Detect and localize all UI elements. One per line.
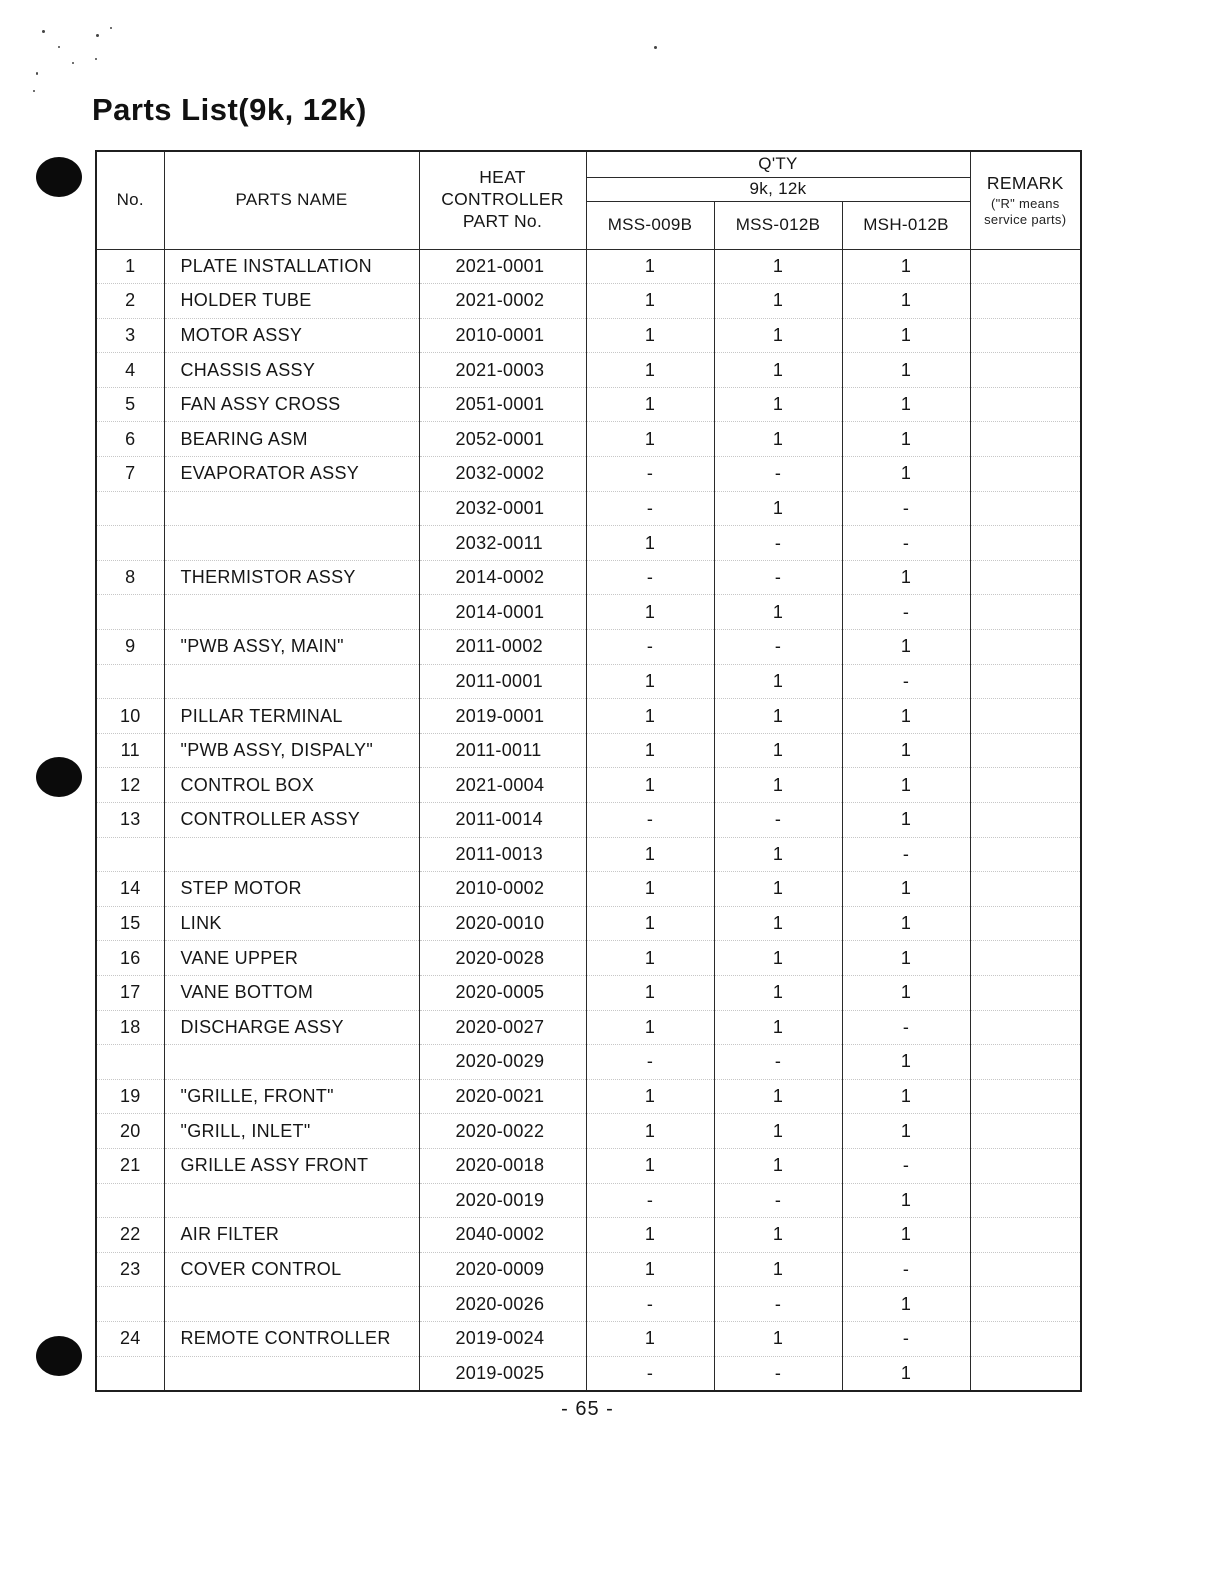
scan-speckle [96, 34, 99, 37]
part-name: STEP MOTOR [164, 872, 419, 907]
qty-mss012b: 1 [714, 387, 842, 422]
qty-msh012b: 1 [842, 872, 970, 907]
qty-mss009b: - [586, 1356, 714, 1391]
table-row [96, 872, 1081, 907]
remark-note-line2: service parts) [984, 211, 1067, 227]
part-name [164, 526, 419, 561]
qty-msh012b: 1 [842, 941, 970, 976]
qty-mss012b: 1 [714, 733, 842, 768]
part-name [164, 1287, 419, 1322]
qty-msh012b: 1 [842, 768, 970, 803]
remark-cell [970, 1045, 1081, 1080]
table-row [96, 1321, 1081, 1356]
part-name: MOTOR ASSY [164, 318, 419, 353]
row-no: 22 [96, 1218, 164, 1253]
row-no [96, 1045, 164, 1080]
row-no: 8 [96, 560, 164, 595]
qty-msh012b: 1 [842, 803, 970, 838]
header-part-no [419, 151, 586, 249]
table-row [96, 249, 1081, 284]
qty-mss009b: 1 [586, 1079, 714, 1114]
row-no [96, 837, 164, 872]
remark-cell [970, 803, 1081, 838]
part-number: 2014-0001 [419, 595, 586, 630]
part-number: 2032-0011 [419, 526, 586, 561]
qty-mss009b: 1 [586, 664, 714, 699]
qty-msh012b: - [842, 1252, 970, 1287]
table-row [96, 1148, 1081, 1183]
part-name: CONTROL BOX [164, 768, 419, 803]
remark-cell [970, 1114, 1081, 1149]
row-no: 1 [96, 249, 164, 284]
remark-cell [970, 422, 1081, 457]
row-no: 6 [96, 422, 164, 457]
qty-mss012b: 1 [714, 906, 842, 941]
header-model-mss009b: MSS-009B [586, 201, 714, 249]
table-row [96, 1252, 1081, 1287]
qty-msh012b: 1 [842, 422, 970, 457]
qty-mss012b: 1 [714, 422, 842, 457]
row-no: 7 [96, 457, 164, 492]
part-name [164, 664, 419, 699]
remark-cell [970, 733, 1081, 768]
qty-msh012b: 1 [842, 975, 970, 1010]
parts-table-body [96, 249, 1081, 1391]
remark-cell [970, 1287, 1081, 1322]
qty-mss009b: 1 [586, 872, 714, 907]
qty-msh012b: 1 [842, 1183, 970, 1218]
part-number: 2010-0002 [419, 872, 586, 907]
remark-cell [970, 699, 1081, 734]
qty-msh012b: 1 [842, 733, 970, 768]
scan-speckle [36, 72, 38, 75]
qty-msh012b: - [842, 491, 970, 526]
header-qty-sub: 9k, 12k [586, 177, 970, 201]
qty-msh012b: 1 [842, 560, 970, 595]
table-row [96, 1287, 1081, 1322]
scan-speckle [58, 46, 60, 48]
row-no: 21 [96, 1148, 164, 1183]
qty-mss009b: 1 [586, 1252, 714, 1287]
part-name [164, 837, 419, 872]
qty-mss012b: - [714, 630, 842, 665]
remark-title: REMARK [986, 172, 1064, 193]
remark-cell [970, 318, 1081, 353]
part-number: 2040-0002 [419, 1218, 586, 1253]
row-no [96, 491, 164, 526]
remark-cell [970, 975, 1081, 1010]
row-no: 20 [96, 1114, 164, 1149]
remark-cell [970, 837, 1081, 872]
remark-cell [970, 284, 1081, 319]
part-number: 2020-0021 [419, 1079, 586, 1114]
qty-mss012b: 1 [714, 318, 842, 353]
qty-mss009b: 1 [586, 353, 714, 388]
table-row [96, 284, 1081, 319]
remark-cell [970, 941, 1081, 976]
table-row [96, 387, 1081, 422]
part-name: GRILLE ASSY FRONT [164, 1148, 419, 1183]
qty-mss009b: 1 [586, 249, 714, 284]
row-no: 18 [96, 1010, 164, 1045]
part-name [164, 1356, 419, 1391]
qty-mss009b: 1 [586, 837, 714, 872]
remark-cell [970, 664, 1081, 699]
remark-cell [970, 560, 1081, 595]
qty-mss012b: 1 [714, 872, 842, 907]
qty-mss009b: 1 [586, 422, 714, 457]
row-no: 9 [96, 630, 164, 665]
table-row [96, 1010, 1081, 1045]
part-number: 2020-0027 [419, 1010, 586, 1045]
qty-mss012b: 1 [714, 1114, 842, 1149]
row-no [96, 1287, 164, 1322]
scan-speckle [654, 46, 657, 49]
table-row [96, 975, 1081, 1010]
part-number: 2051-0001 [419, 387, 586, 422]
remark-cell [970, 387, 1081, 422]
qty-mss012b: 1 [714, 595, 842, 630]
part-number: 2019-0024 [419, 1321, 586, 1356]
qty-mss012b: - [714, 803, 842, 838]
row-no: 10 [96, 699, 164, 734]
table-row [96, 768, 1081, 803]
remark-cell [970, 526, 1081, 561]
qty-msh012b: - [842, 837, 970, 872]
table-row [96, 491, 1081, 526]
qty-mss009b: 1 [586, 526, 714, 561]
part-name: VANE UPPER [164, 941, 419, 976]
page-title: Parts List(9k, 12k) [92, 92, 367, 127]
qty-msh012b: 1 [842, 457, 970, 492]
qty-msh012b: - [842, 1148, 970, 1183]
remark-cell [970, 1218, 1081, 1253]
part-number: 2020-0009 [419, 1252, 586, 1287]
part-name: LINK [164, 906, 419, 941]
remark-cell [970, 768, 1081, 803]
row-no: 24 [96, 1321, 164, 1356]
qty-mss009b: - [586, 457, 714, 492]
table-row [96, 699, 1081, 734]
qty-mss012b: - [714, 1183, 842, 1218]
row-no: 17 [96, 975, 164, 1010]
hole-punch-mark [36, 757, 82, 797]
qty-mss012b: 1 [714, 1010, 842, 1045]
header-parts-name: PARTS NAME [164, 151, 419, 249]
header-qty: Q'TY [586, 151, 970, 177]
part-number: 2032-0002 [419, 457, 586, 492]
part-number: 2021-0003 [419, 353, 586, 388]
qty-mss012b: - [714, 1356, 842, 1391]
part-name: EVAPORATOR ASSY [164, 457, 419, 492]
qty-msh012b: 1 [842, 249, 970, 284]
remark-note-line1: ("R" means [990, 195, 1060, 211]
part-number: 2014-0002 [419, 560, 586, 595]
hole-punch-mark [36, 157, 82, 197]
page-number: - 65 - [561, 1398, 614, 1420]
qty-mss009b: 1 [586, 768, 714, 803]
header-no: No. [96, 151, 164, 249]
qty-mss009b: 1 [586, 699, 714, 734]
qty-mss009b: 1 [586, 941, 714, 976]
qty-msh012b: - [842, 664, 970, 699]
qty-mss009b: 1 [586, 1148, 714, 1183]
table-row [96, 1079, 1081, 1114]
qty-msh012b: - [842, 1010, 970, 1045]
row-no: 12 [96, 768, 164, 803]
header-part-no-label: HEAT CONTROLLER PART No. [441, 167, 564, 232]
table-row [96, 1356, 1081, 1391]
table-row [96, 526, 1081, 561]
row-no: 11 [96, 733, 164, 768]
qty-mss012b: 1 [714, 1252, 842, 1287]
table-row [96, 1045, 1081, 1080]
part-number: 2020-0018 [419, 1148, 586, 1183]
part-name: PILLAR TERMINAL [164, 699, 419, 734]
qty-msh012b: 1 [842, 1114, 970, 1149]
qty-mss012b: 1 [714, 664, 842, 699]
qty-mss009b: 1 [586, 595, 714, 630]
qty-msh012b: 1 [842, 1045, 970, 1080]
part-name: REMOTE CONTROLLER [164, 1321, 419, 1356]
scan-speckle [42, 30, 45, 33]
part-number: 2019-0025 [419, 1356, 586, 1391]
remark-cell [970, 906, 1081, 941]
row-no: 19 [96, 1079, 164, 1114]
part-name [164, 491, 419, 526]
qty-mss012b: 1 [714, 1321, 842, 1356]
part-name: "GRILL, INLET" [164, 1114, 419, 1149]
qty-msh012b: 1 [842, 1079, 970, 1114]
remark-cell [970, 1252, 1081, 1287]
part-number: 2011-0014 [419, 803, 586, 838]
qty-mss009b: - [586, 1045, 714, 1080]
qty-mss012b: - [714, 526, 842, 561]
table-row [96, 837, 1081, 872]
qty-mss012b: 1 [714, 768, 842, 803]
qty-msh012b: 1 [842, 284, 970, 319]
part-number: 2019-0001 [419, 699, 586, 734]
parts-table-header [96, 151, 1081, 249]
qty-mss012b: 1 [714, 491, 842, 526]
qty-msh012b: - [842, 526, 970, 561]
part-number: 2011-0011 [419, 733, 586, 768]
part-name: BEARING ASM [164, 422, 419, 457]
table-row [96, 733, 1081, 768]
scan-speckle [110, 27, 112, 29]
part-name: HOLDER TUBE [164, 284, 419, 319]
part-number: 2011-0013 [419, 837, 586, 872]
qty-mss009b: 1 [586, 906, 714, 941]
scan-speckle [33, 90, 35, 92]
remark-cell [970, 249, 1081, 284]
part-name: FAN ASSY CROSS [164, 387, 419, 422]
hole-punch-mark [36, 1336, 82, 1376]
table-row [96, 595, 1081, 630]
remark-cell [970, 872, 1081, 907]
qty-mss009b: 1 [586, 1114, 714, 1149]
remark-cell [970, 1183, 1081, 1218]
qty-mss012b: 1 [714, 1079, 842, 1114]
remark-cell [970, 1079, 1081, 1114]
qty-mss012b: 1 [714, 249, 842, 284]
table-row [96, 1114, 1081, 1149]
qty-mss009b: 1 [586, 284, 714, 319]
qty-mss009b: 1 [586, 1010, 714, 1045]
qty-mss012b: 1 [714, 941, 842, 976]
remark-cell [970, 1321, 1081, 1356]
remark-cell [970, 457, 1081, 492]
qty-mss009b: - [586, 560, 714, 595]
qty-mss009b: 1 [586, 318, 714, 353]
qty-mss012b: 1 [714, 353, 842, 388]
qty-msh012b: 1 [842, 699, 970, 734]
qty-msh012b: - [842, 1321, 970, 1356]
remark-cell [970, 1356, 1081, 1391]
qty-mss009b: - [586, 803, 714, 838]
qty-mss012b: 1 [714, 1218, 842, 1253]
table-row [96, 353, 1081, 388]
qty-msh012b: 1 [842, 1356, 970, 1391]
part-name [164, 1045, 419, 1080]
table-row [96, 1218, 1081, 1253]
part-number: 2010-0001 [419, 318, 586, 353]
remark-cell [970, 353, 1081, 388]
qty-mss009b: - [586, 1183, 714, 1218]
row-no: 4 [96, 353, 164, 388]
qty-msh012b: - [842, 595, 970, 630]
qty-msh012b: 1 [842, 353, 970, 388]
remark-cell [970, 630, 1081, 665]
remark-cell [970, 491, 1081, 526]
qty-msh012b: 1 [842, 318, 970, 353]
qty-mss009b: 1 [586, 387, 714, 422]
qty-msh012b: 1 [842, 1287, 970, 1322]
part-number: 2020-0019 [419, 1183, 586, 1218]
part-number: 2011-0002 [419, 630, 586, 665]
table-row [96, 630, 1081, 665]
scan-speckle [72, 62, 74, 64]
table-row [96, 941, 1081, 976]
row-no: 5 [96, 387, 164, 422]
part-name: "GRILLE, FRONT" [164, 1079, 419, 1114]
part-number: 2021-0004 [419, 768, 586, 803]
row-no: 14 [96, 872, 164, 907]
header-model-mss012b: MSS-012B [714, 201, 842, 249]
qty-msh012b: 1 [842, 630, 970, 665]
qty-mss012b: - [714, 1045, 842, 1080]
remark-cell [970, 595, 1081, 630]
qty-msh012b: 1 [842, 387, 970, 422]
qty-msh012b: 1 [842, 906, 970, 941]
qty-mss009b: - [586, 491, 714, 526]
part-number: 2020-0022 [419, 1114, 586, 1149]
part-name: AIR FILTER [164, 1218, 419, 1253]
part-name [164, 595, 419, 630]
qty-mss012b: 1 [714, 699, 842, 734]
table-row [96, 906, 1081, 941]
qty-mss012b: 1 [714, 284, 842, 319]
part-name: PLATE INSTALLATION [164, 249, 419, 284]
table-row [96, 457, 1081, 492]
row-no [96, 595, 164, 630]
part-name: DISCHARGE ASSY [164, 1010, 419, 1045]
table-row [96, 422, 1081, 457]
parts-table [95, 150, 1082, 1392]
row-no: 15 [96, 906, 164, 941]
qty-mss009b: - [586, 630, 714, 665]
row-no [96, 1183, 164, 1218]
qty-mss009b: - [586, 1287, 714, 1322]
scan-speckle [95, 58, 97, 60]
part-number: 2020-0010 [419, 906, 586, 941]
table-row [96, 1183, 1081, 1218]
remark-cell [970, 1148, 1081, 1183]
qty-mss012b: 1 [714, 1148, 842, 1183]
part-number: 2020-0026 [419, 1287, 586, 1322]
part-name: COVER CONTROL [164, 1252, 419, 1287]
row-no: 16 [96, 941, 164, 976]
row-no: 13 [96, 803, 164, 838]
row-no: 3 [96, 318, 164, 353]
row-no [96, 526, 164, 561]
part-name: THERMISTOR ASSY [164, 560, 419, 595]
qty-mss012b: 1 [714, 975, 842, 1010]
qty-mss012b: - [714, 457, 842, 492]
qty-mss009b: 1 [586, 1321, 714, 1356]
table-row [96, 664, 1081, 699]
part-number: 2021-0002 [419, 284, 586, 319]
qty-msh012b: 1 [842, 1218, 970, 1253]
table-row [96, 803, 1081, 838]
qty-mss009b: 1 [586, 1218, 714, 1253]
part-name: "PWB ASSY, MAIN" [164, 630, 419, 665]
part-name [164, 1183, 419, 1218]
part-name: "PWB ASSY, DISPALY" [164, 733, 419, 768]
table-row [96, 318, 1081, 353]
remark-cell [970, 1010, 1081, 1045]
part-number: 2032-0001 [419, 491, 586, 526]
qty-mss012b: - [714, 560, 842, 595]
qty-mss009b: 1 [586, 975, 714, 1010]
part-number: 2021-0001 [419, 249, 586, 284]
part-number: 2020-0029 [419, 1045, 586, 1080]
qty-mss009b: 1 [586, 733, 714, 768]
header-model-msh012b: MSH-012B [842, 201, 970, 249]
row-no [96, 1356, 164, 1391]
row-no: 2 [96, 284, 164, 319]
header-remark [970, 151, 1081, 249]
part-number: 2052-0001 [419, 422, 586, 457]
table-row [96, 560, 1081, 595]
part-number: 2020-0005 [419, 975, 586, 1010]
part-number: 2011-0001 [419, 664, 586, 699]
part-number: 2020-0028 [419, 941, 586, 976]
part-name: CONTROLLER ASSY [164, 803, 419, 838]
part-name: VANE BOTTOM [164, 975, 419, 1010]
row-no: 23 [96, 1252, 164, 1287]
qty-mss012b: - [714, 1287, 842, 1322]
part-name: CHASSIS ASSY [164, 353, 419, 388]
row-no [96, 664, 164, 699]
qty-mss012b: 1 [714, 837, 842, 872]
